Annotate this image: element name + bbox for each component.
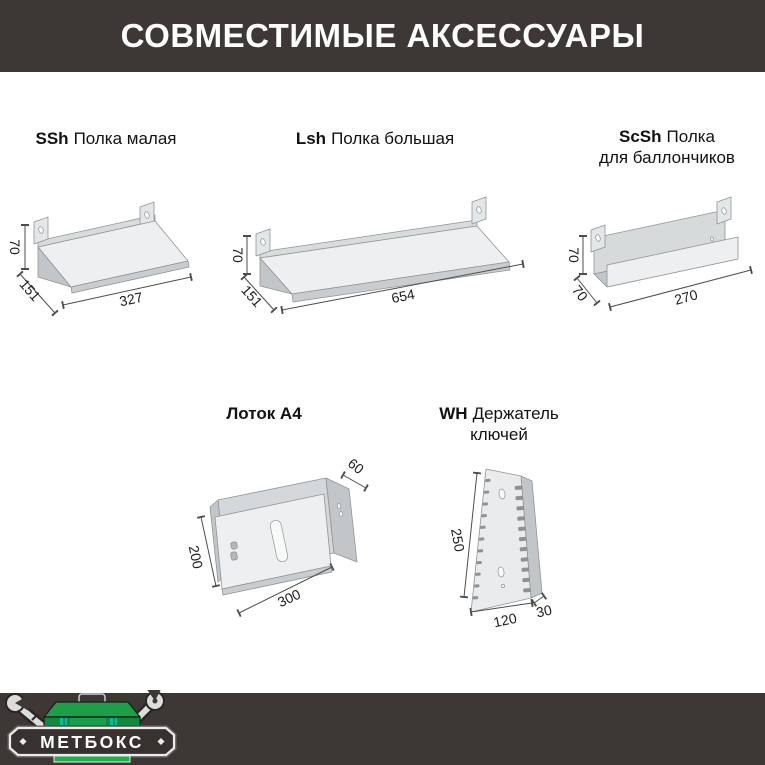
dim-height-label: 70: [230, 247, 246, 263]
product-drawing-scsh-shelf: [565, 190, 765, 325]
key-holder-body: [471, 469, 542, 612]
dim-depth-label: 60: [344, 454, 368, 478]
page-title: СОВМЕСТИМЫЕ АКСЕССУАРЫ: [120, 17, 645, 54]
logo-green-bar: [54, 756, 130, 762]
product-title-ssh: [6, 128, 206, 149]
product-drawing-lsh-shelf: [230, 190, 530, 325]
dim-width-label: 654: [390, 285, 416, 307]
dim-height-label: 70: [7, 239, 23, 255]
product-code: WH: [439, 404, 468, 423]
product-drawing-tray-a4: [185, 445, 405, 630]
product-title-lsh: [275, 128, 475, 149]
dim-height-label: 70: [566, 247, 582, 263]
product-name-line1: Полка: [666, 127, 716, 146]
product-name-line2: для баллончиков: [599, 148, 735, 167]
product-title-scsh: [582, 126, 752, 168]
shelf-body: [591, 197, 738, 287]
product-drawing-key-holder: [420, 445, 580, 630]
product-name: Полка малая: [73, 129, 177, 148]
product-code: SSh: [35, 129, 69, 148]
product-title-tray-a4: [164, 403, 364, 424]
dim-width-label: 300: [275, 585, 303, 611]
dim-width-label: 270: [672, 286, 700, 308]
dim-depth-label: 70: [568, 281, 592, 305]
logo-plaque: [10, 728, 174, 755]
metbox-logo: [2, 690, 182, 764]
product-drawing-ssh-shelf: [5, 190, 205, 320]
product-name: Лоток А4: [226, 404, 302, 423]
product-name-line2: ключей: [470, 425, 528, 444]
product-title-wh: [409, 403, 589, 445]
product-code: Lsh: [295, 129, 327, 148]
dim-depth-label: 30: [534, 601, 554, 621]
dim-depth-label: 151: [238, 281, 266, 311]
product-name: Полка большая: [331, 129, 455, 148]
logo-text: МЕТБОКС: [40, 732, 144, 752]
dim-width-label: 120: [491, 609, 519, 630]
shelf-body: [256, 197, 510, 302]
page-header: [0, 0, 765, 72]
product-code: ScSh: [618, 127, 662, 146]
dim-width-label: 327: [117, 288, 145, 310]
dim-depth-label: 151: [16, 275, 44, 305]
product-name-line1: Держатель: [472, 404, 559, 423]
dim-height-label: 250: [448, 527, 468, 553]
dim-height-label: 200: [185, 543, 207, 571]
shelf-body: [34, 202, 189, 293]
tray-body: [210, 478, 357, 595]
